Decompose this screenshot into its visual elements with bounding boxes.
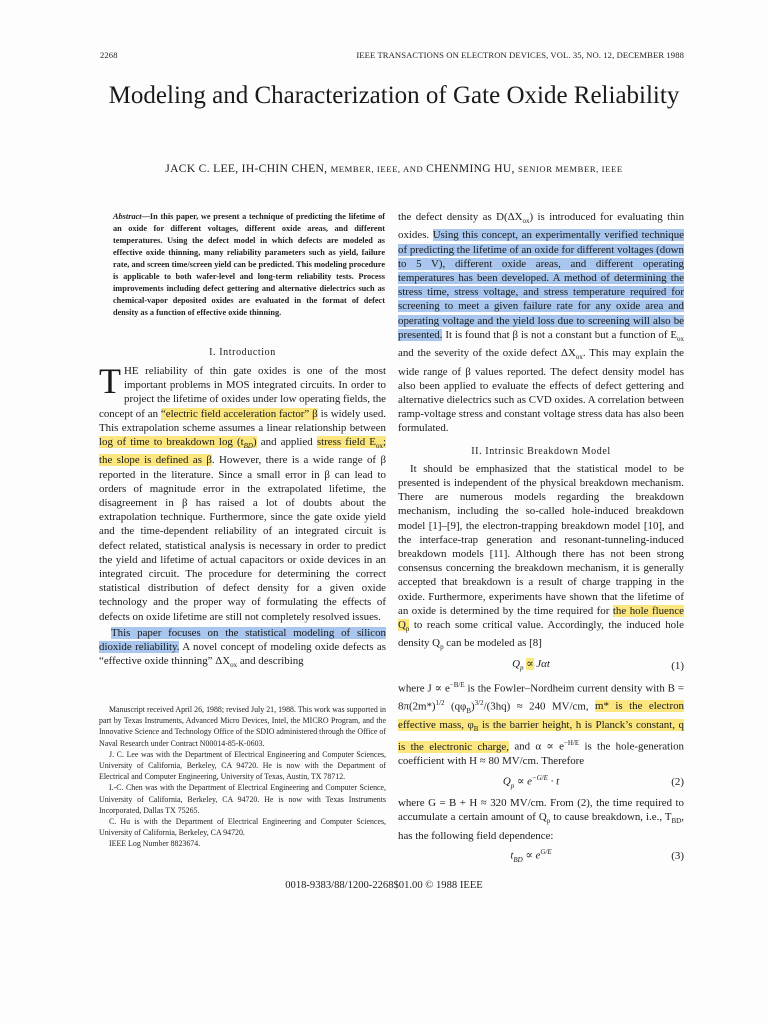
footnote-chen: I.-C. Chen was with the Department of Electrical Engineering and Computer Science, University of California, Berkeley, CA 94720. He is now with Texas Instruments Incorporated, Dallas TX 75265. [99, 783, 386, 815]
intro-paragraph-1: THE reliability of thin gate oxides is one of the most important problems in MOS integrated circuits. In order to project the lifetime of oxides under low operating fields, the concept of an “electric field acceleration factor” β is widely used. This extrapolation scheme assumes a linear relationship between log of time to breakdown $\log (t_{BD})$ and applied stress field $E_{ox}$; the slope is defined as β. However, there is a wide range of β reported in the literature. Since a small error in β can lead to orders of magnitude error in the extrapolated lifetime, the disagreement in β has raised a lot of doubts about the extrapolation technique. Furthermore, since the gate oxide yield and the time-dependent reliability of an integrated circuit is defect related, statistical analysis is necessary in order to predict the yield and lifetime of actual capacitors or oxide devices in an integrated circuit. The procedure for determining the correct statistical distribution of defect density for a given oxide technology and the proper way of formulating the effects of defects on oxide lifetime are still not completely resolved issues. [99, 361, 387, 623]
right-paragraph-2: It should be emphasized that the statistical model to be presented is independent of the physical breakdown mechanism. There are numerous models regarding the breakdown mechanism, including the so-called hole-induced breakdown model [1]–[9], the electron-trapping breakdown model [10], and the interface-trap generation and resonant-tunneling-induced breakdown models [11]. Although there has not been strong consensus concerning the breakdown mechanism, it is generally accepted that breakdown is a result of charge trapping in the oxide. Furthermore, experiments have shown that the lifetime of an oxide is determined by the time required for the hole fluence $Q_p$ to reach some critical value. Accordingly, the induced hole density $Q_p$ can be modeled as [8] [398, 462, 684, 652]
equation-1: $Q_p \propto J\alpha t$ (1) [512, 657, 684, 672]
equation-number-1: (1) [671, 659, 684, 672]
right-column-body [398, 210, 684, 868]
highlight-technique: Using this concept, an experimentally verified technique of predicting the lifetime of an oxide for different voltages (down to 5 V), different oxide areas, and different operating temperatures has been developed. A method of determining the stress time, stress voltage, and stress temperature required for screening to meet a given failure rate for any oxide area and operating voltage and the yield loss due to screening will also be presented. [398, 229, 684, 341]
highlight-paper-focus: This paper focuses on the statistical modeling of silicon dioxide reliability. [99, 626, 386, 654]
section-heading-introduction: I. Introduction [209, 347, 276, 358]
page-number: 2268 [100, 50, 118, 60]
highlight-stress-field: stress field $E_{ox}$; the slope is defined as β [99, 436, 386, 467]
equation-number-3: (3) [671, 849, 684, 862]
paper-title: Modeling and Characterization of Gate Oxide Reliability [108, 82, 680, 109]
copyright-line: 0018-9383/88/1200-2268$01.00 © 1988 IEEE [285, 880, 483, 891]
highlight-constants: m* is the electron effective mass, $\varphi_B$ is the barrier height, h is Planck’s constant, q is the electronic charge, [398, 700, 684, 753]
right-paragraph-3: where $J \propto e^{-B/E}$ is the Fowler–Nordheim current density with $B = 8\pi(2m*)^{1/2}$ $(q\varphi_B)^{3/2}/(3hq) \approx 240$ MV/cm, m* is the electron effective mass, $\varphi_B$ is the barrier height, h is Planck’s constant, q is the electronic charge, and $\alpha \propto e^{-H/E}$ is the hole-generation coefficient with H ≈ 80 MV/cm. Therefore [398, 680, 684, 767]
footnote-log-number: IEEE Log Number 8823674. [109, 839, 201, 849]
footnote-manuscript: Manuscript received April 26, 1988; revised July 21, 1988. This work was supported in part by Texas Instruments, Advanced Micro Devices, Intel, the MICRO Program, and the Innovative Science and Technology Office of the SDIO administered through the Office of Naval Research under Contract N00014-85-K-0603. [99, 705, 386, 748]
equation-number-2: (2) [671, 775, 684, 788]
author-chen: IH-CHIN CHEN, [241, 162, 331, 175]
author-line [60, 162, 728, 175]
author-hu: CHENMING HU, [426, 162, 518, 175]
author-hu-role: SENIOR MEMBER, IEEE [517, 164, 623, 174]
author-lee: JACK C. LEE, [165, 162, 242, 175]
abstract-text: —In this paper, we present a technique of predicting the lifetime of an oxide for different voltages, different oxide areas, and different temperatures. Using the defect model in which defects are modeled as effective oxide thinning, many reliability parameters such as yield, failure rate, and screen time/screen yield can be predicted. This modeling procedure is applicable to both wafer-level and long-term reliability tests. Process improvements including defect gettering and alternative dielectrics such as chemical-vapor deposited oxides are evaluated in the format of defect density as a function of effective oxide thinning. [113, 212, 385, 317]
equation-3: $t_{BD} \propto e^{G/E}$ (3) [510, 847, 684, 864]
drop-cap: T [99, 361, 121, 401]
highlight-proportional: ∝ [526, 657, 534, 670]
section-heading-intrinsic: II. Intrinsic Breakdown Model [471, 445, 611, 457]
right-paragraph-4: where G = B + H ≈ 320 MV/cm. From (2), the time required to accumulate a certain amount of $Q_p$ to cause breakdown, i.e., $T_{BD}$, has the following field dependence: [398, 796, 684, 842]
footnotes [99, 704, 386, 850]
introduction-body [99, 361, 387, 673]
journal-citation: IEEE TRANSACTIONS ON ELECTRON DEVICES, VOL. 35, NO. 12, DECEMBER 1988 [356, 50, 684, 60]
author-and: AND [402, 164, 427, 174]
author-chen-role: MEMBER, IEEE, [330, 164, 403, 174]
right-paragraph-1: the defect density as $D(\Delta X_{ox})$ is introduced for evaluating thin oxides. Using this concept, an experimentally verified technique of predicting the lifetime of an oxide for different voltages (down to 5 V), different oxide areas, and different operating temperatures has been developed. A method of determining the stress time, stress voltage, and stress temperature required for screening to meet a given failure rate for any oxide area and operating voltage and the yield loss due to screening will also be presented. It is found that β is not a constant but a function of $E_{ox}$ and the severity of the oxide defect $\Delta X_{ox}$. This may explain the wide range of β values reported. The defect density model has also been applied to evaluate the effects of defect gettering and alternative dielectrics such as CVD oxides. A correlation between ramp-voltage stress and constant voltage stress data has also been formulated. [398, 211, 685, 435]
highlight-log-time: log of time to breakdown $\log (t_{BD})$ [99, 436, 257, 451]
highlight-hole-fluence: the hole fluence $Q_p$ [398, 604, 684, 634]
footnote-lee: J. C. Lee was with the Department of Electrical Engineering and Computer Sciences, University of California, Berkeley, CA 94720. He is now with the Department of Electrical and Computer Engineering, University of Texas, Austin, TX 78712. [99, 749, 386, 782]
footnote-hu: C. Hu is with the Department of Electrical Engineering and Computer Sciences, University of California, Berkeley, CA 94720. [99, 817, 386, 838]
intro-paragraph-2: This paper focuses on the statistical modeling of silicon dioxide reliability. A novel concept of modeling oxide defects as “effective oxide thinning” $\Delta X_{ox}$ and describing [99, 626, 386, 670]
highlight-field-acceleration: “electric field acceleration factor” β [160, 407, 318, 420]
abstract [113, 211, 385, 319]
abstract-label: Abstract [113, 212, 142, 221]
equation-2: $Q_p \propto e^{-G/E} \cdot t$ (2) [502, 773, 684, 790]
